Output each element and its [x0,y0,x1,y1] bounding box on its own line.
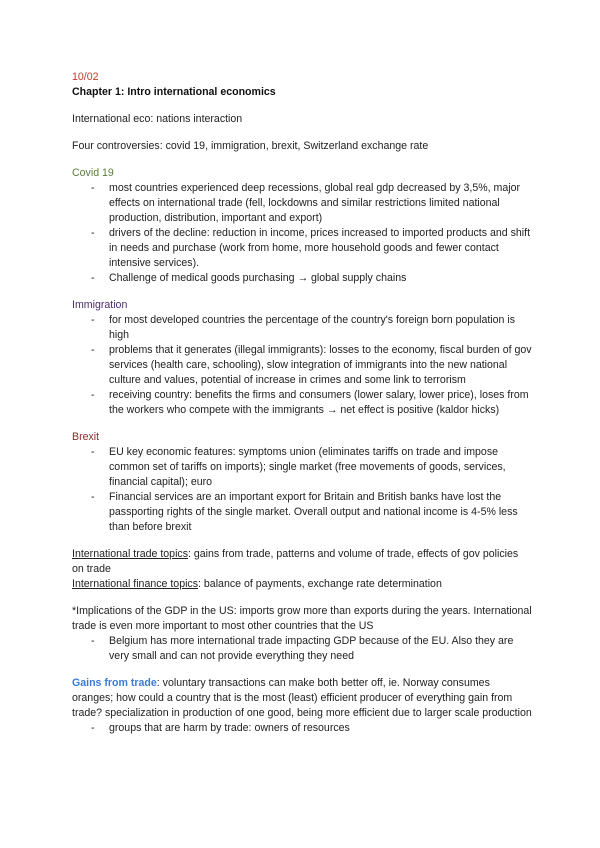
dash-bullet: - [91,722,95,734]
list-item-text: receiving country: benefits the firms and consumers (lower salary, lower price), loses from the workers who compete with the immigrants → net effect is positive (kaldor hicks) [109,389,529,416]
list-item [72,388,532,418]
list-item-text: for most developed countries the percentage of the country's foreign born population is high [109,314,516,341]
list-item [72,343,532,388]
brexit-list [72,445,532,535]
dash-bullet: - [91,491,95,503]
gains-paragraph [72,676,532,721]
dash-bullet: - [91,446,95,458]
controversies-line: Four controversies: covid 19, immigration, brexit, Switzerland exchange rate [72,140,429,152]
gains-text: : voluntary transactions can make both better off, ie. Norway consumes oranges; how could a country that is the most (least) efficient producer of everything gain from trade? specialization in production of one good, being more efficient due to larger scale production [72,677,532,719]
list-item [72,226,532,271]
list-item [72,271,532,286]
dash-bullet: - [91,635,95,647]
dash-bullet: - [91,389,95,401]
brexit-heading: Brexit [72,431,100,443]
date-heading: 10/02 [72,71,99,83]
trade-topics-line [72,547,532,577]
list-item-text: Challenge of medical goods purchasing → global supply chains [109,272,407,284]
list-item [72,490,532,535]
list-item-text: Belgium has more international trade impacting GDP because of the EU. Also they are very small and can not provide everything they need [109,635,514,662]
gdp-note: *Implications of the GDP in the US: imports grow more than exports during the years. International trade is even more important to most other countries that the US [72,605,532,632]
dash-bullet: - [91,344,95,356]
trade-topics-label: International trade topics [72,548,189,560]
intro-line: International eco: nations interaction [72,113,243,125]
list-item-text: groups that are harm by trade: owners of resources [109,722,350,734]
trade-topics-text: : gains from trade, patterns and volume of trade, effects of gov policies on trade [72,548,519,575]
list-item-text: EU key economic features: symptoms union (eliminates tariffs on trade and impose common set of tariffs on imports); single market (free movements of goods, services, financial capital); euro [109,446,506,488]
document-page [72,70,532,736]
list-item-text: drivers of the decline: reduction in income, prices increased to imported products and shift in needs and purchase (work from home, more household goods and fewer contact intensive services). [109,227,531,269]
immigration-list [72,313,532,418]
finance-topics-text: : balance of payments, exchange rate determination [198,578,442,590]
dash-bullet: - [91,182,95,194]
list-item [72,313,532,343]
list-item [72,634,532,664]
dash-bullet: - [91,314,95,326]
list-item-text: most countries experienced deep recessions, global real gdp decreased by 3,5%, major effects on international trade (fell, lockdowns and similar restrictions limited national production, distribution, important and export) [109,182,521,224]
list-item-text: Financial services are an important export for Britain and British banks have lost the passporting rights of the single market. Overall output and national income is 4-5% less than before brexit [109,491,518,533]
finance-topics-label: International finance topics [72,578,199,590]
gains-list [72,721,532,736]
gains-heading: Gains from trade [72,677,157,689]
covid-heading: Covid 19 [72,167,114,179]
list-item-text: problems that it generates (illegal immigrants): losses to the economy, fiscal burden of gov services (health care, schooling), slow integration of immigrants into the new national culture and values, potential of increase in crimes and some link to terrorism [109,344,532,386]
immigration-heading: Immigration [72,299,128,311]
list-item [72,181,532,226]
covid-list [72,181,532,286]
list-item [72,721,532,736]
chapter-title: Chapter 1: Intro international economics [72,86,276,98]
list-item [72,445,532,490]
gdp-list [72,634,532,664]
dash-bullet: - [91,227,95,239]
dash-bullet: - [91,272,95,284]
finance-topics-line [72,577,532,592]
